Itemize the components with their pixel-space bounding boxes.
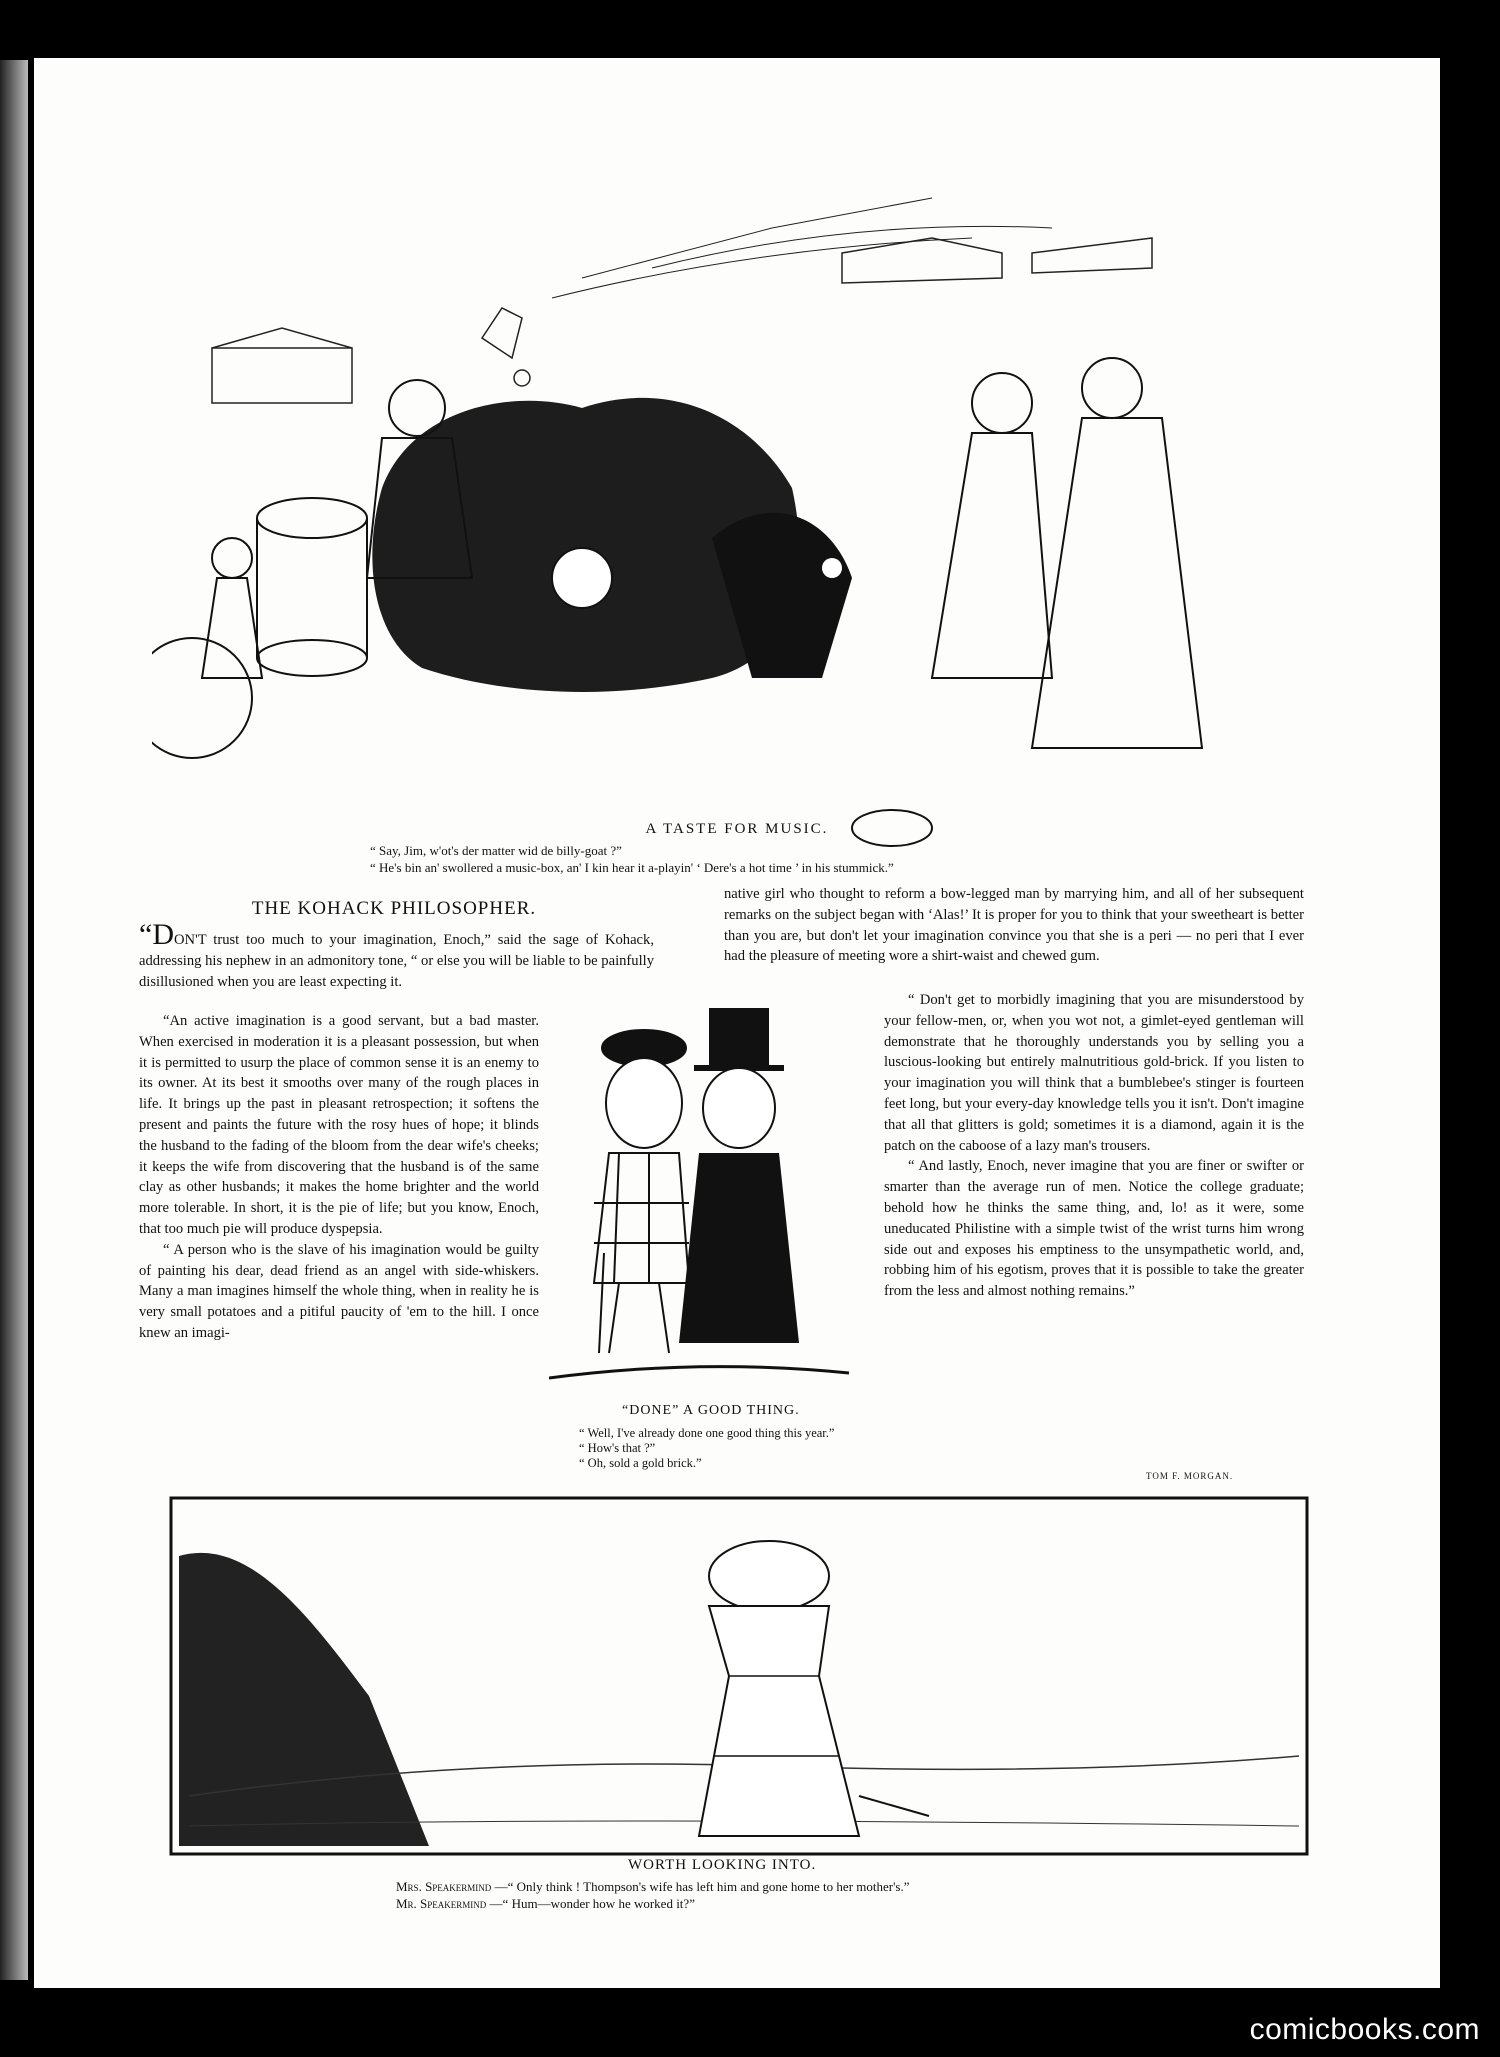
cartoon-bottom-title: WORTH LOOKING INTO. <box>628 1857 817 1873</box>
article-paragraph: “DON'T trust too much to your imagination, Enoch,” said the sage of Kohack, addressing his nephew in an admonitory tone, “ or else you will be liable to be painfully disillusioned when you are least expecting it. <box>139 918 654 990</box>
cartoon-worth-looking-into <box>169 1496 1309 1856</box>
dialogue-line: “ Oh, sold a gold brick.” <box>579 1456 702 1470</box>
article-title: THE KOHACK PHILOSOPHER. <box>251 898 537 919</box>
article-paragraph: “ Don't get to morbidly imagining that you are misunderstood by your fellow-men, or, when you wot not, a gimlet-eyed gentleman will demonstrate that he thoroughly understands you by selling you a luscious-looking but entirely malnutritious gold-brick. If you listen to your imagination you will think that a bumblebee's stinger is fourteen feet long, but your every-day knowledge tells you it isn't. Don't imagine that all that glitters is gold; sometimes it is a diamond, again it is the patch on the caboose of a lazy man's trousers. <box>884 992 1304 1154</box>
article-column-left <box>139 1011 539 1344</box>
cartoon-bottom-dialogue <box>396 1878 910 1912</box>
speaker-name: Mrs. Speakermind <box>396 1879 492 1894</box>
watermark: comicbooks.com <box>1249 2013 1480 2046</box>
cartoon-taste-for-music <box>152 158 1332 878</box>
binding-edge <box>0 60 28 1980</box>
cartoon-done-a-good-thing <box>549 1003 859 1383</box>
cartoon-top-title: A TASTE FOR MUSIC. <box>645 821 829 837</box>
dialogue-line: “ How's that ?” <box>579 1441 656 1455</box>
dialogue-line: Mrs. Speakermind —“ Only think ! Thompson's wife has left him and gone home to her mother's.” <box>396 1879 910 1894</box>
magazine-page <box>34 58 1440 1988</box>
article-column-right-top <box>724 884 1304 967</box>
children-goat-illustration <box>152 158 1332 878</box>
dialogue-line: “ He's bin an' swollered a music-box, an' I kin hear it a-playin' ‘ Dere's a hot time ’ in his stummick.” <box>370 860 894 875</box>
article-paragraph: “ And lastly, Enoch, never imagine that you are finer or swifter or smarter than the average run of men. Notice the college graduate; behold how he thinks the same thing, and, lo! as it were, some uneducated Philistine with a simple twist of the wrist turns him wrong side out and exposes his emptiness to the unsympathetic world, and, robbing him of his egotism, proves that it is possible to take the greater from the less and almost nothing remains.” <box>884 1158 1304 1300</box>
dialogue-line: “ Say, Jim, w'ot's der matter wid de billy-goat ?” <box>370 843 622 858</box>
article-byline: TOM F. MORGAN. <box>1146 1471 1234 1481</box>
article-paragraph: “ A person who is the slave of his imagination would be guilty of painting his dear, dead friend as an angel with side-whiskers. Many a man imagines himself the whole thing, when in reality he is very small potatoes and a pitiful paucity of 'em to the hill. I once knew an imagi- <box>139 1241 539 1341</box>
cartoon-middle-title: “DONE” A GOOD THING. <box>622 1403 800 1418</box>
drop-cap: “D <box>139 918 174 951</box>
cartoon-middle-dialogue <box>579 1426 834 1471</box>
article-column-right <box>884 990 1304 1302</box>
speaker-name: Mr. Speakermind <box>396 1896 487 1911</box>
article-paragraph: native girl who thought to reform a bow-legged man by marrying him, and all of her subsequent remarks on the subject began with ‘Alas!’ It is proper for you to think that your sweetheart is better than you are, but don't let your imagination convince you that she is a peri — no peri that I ever had the pleasure of meeting wore a shirt-waist and chewed gum. <box>724 886 1304 965</box>
dialogue-line: Mr. Speakermind —“ Hum—wonder how he worked it?” <box>396 1896 695 1911</box>
article-paragraph: “An active imagination is a good servant, but a bad master. When exercised in moderation it is a pleasant possession, but when it is permitted to usurp the place of common sense it is an enemy to its owner. At its best it smooths over many of the rough places in life. It brings up the past in pleasant retrospection; it softens the present and paints the future with the rosy hues of hope; it blinds the husband to the fading of the bloom from the dear wife's cheeks; it keeps the wife from discovering that the husband is of the same clay as other husbands; it makes the home brighter and the world more tolerable. In short, it is the pie of life; but you know, Enoch, that too much pie will produce dyspepsia. <box>139 1013 539 1237</box>
article-column-left-top <box>139 918 654 992</box>
two-men-illustration <box>549 1003 859 1383</box>
dialogue-line: “ Well, I've already done one good thing this year.” <box>579 1426 835 1440</box>
woman-walking-illustration <box>169 1496 1309 1856</box>
cartoon-top-dialogue <box>370 842 894 876</box>
